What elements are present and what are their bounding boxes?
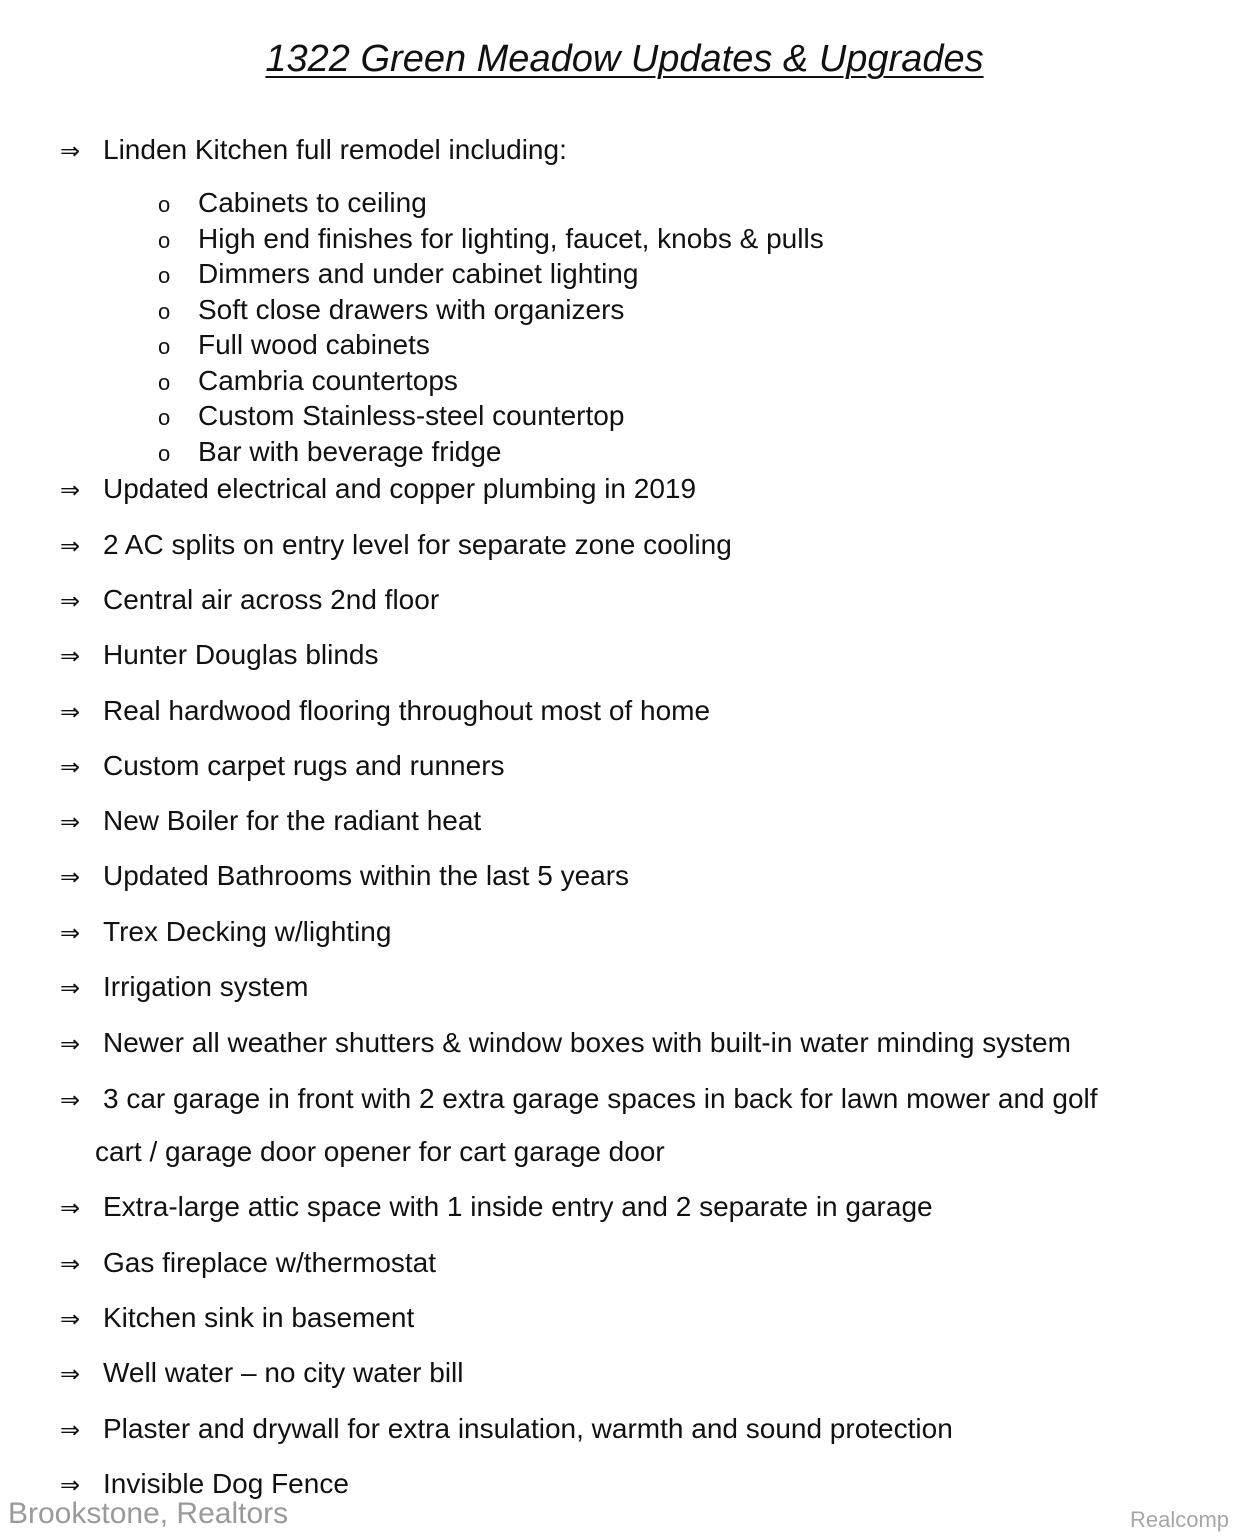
list-item-text: Well water – no city water bill <box>103 1357 464 1388</box>
list-item-text: Central air across 2nd floor <box>103 584 440 615</box>
list-item-text: Real hardwood flooring throughout most of home <box>103 695 711 726</box>
sub-item-text: Custom Stainless-steel countertop <box>198 400 625 431</box>
list-item <box>60 970 308 1005</box>
sub-item <box>158 293 624 329</box>
sub-item-text: Full wood cabinets <box>198 329 430 360</box>
sub-item-text: Soft close drawers with organizers <box>198 294 625 325</box>
arrow-icon: ⇒ <box>60 137 81 165</box>
list-item-text: Kitchen sink in basement <box>103 1302 415 1333</box>
list-item <box>60 1301 414 1336</box>
sub-item-text: Cabinets to ceiling <box>198 187 427 218</box>
arrow-icon: ⇒ <box>60 642 81 670</box>
list-item-continuation: cart / garage door opener for cart garage door <box>95 1136 665 1167</box>
sub-item <box>158 399 624 435</box>
list-item <box>60 583 439 618</box>
arrow-icon: ⇒ <box>60 1471 81 1499</box>
circle-bullet-icon: o <box>158 299 171 324</box>
list-item <box>60 528 732 563</box>
arrow-icon: ⇒ <box>60 1416 81 1444</box>
arrow-icon: ⇒ <box>60 587 81 615</box>
list-item-text: 2 AC splits on entry level for separate zone cooling <box>103 529 732 560</box>
list-item-text: Trex Decking w/lighting <box>103 916 392 947</box>
list-item-text: Plaster and drywall for extra insulation, warmth and sound protection <box>103 1413 953 1444</box>
sub-item <box>158 328 430 364</box>
list-item-text: Updated Bathrooms within the last 5 years <box>103 860 630 891</box>
list-item <box>60 859 629 894</box>
arrow-icon: ⇒ <box>60 532 81 560</box>
list-item-garage <box>60 1082 1098 1117</box>
list-item <box>60 1190 933 1225</box>
arrow-icon: ⇒ <box>60 476 81 504</box>
sub-item-text: Cambria countertops <box>198 365 458 396</box>
list-item-text: Hunter Douglas blinds <box>103 639 379 670</box>
watermark-brokerage: Brookstone, Realtors <box>8 1497 289 1530</box>
sub-item-text: Dimmers and under cabinet lighting <box>198 258 639 289</box>
list-item-text: 3 car garage in front with 2 extra garage spaces in back for lawn mower and golf <box>103 1083 1098 1114</box>
list-item-text: Invisible Dog Fence <box>103 1468 349 1499</box>
sub-item <box>158 435 502 471</box>
list-item <box>60 1246 436 1281</box>
arrow-icon: ⇒ <box>60 753 81 781</box>
sub-item-text: High end finishes for lighting, faucet, knobs & pulls <box>198 223 824 254</box>
arrow-icon: ⇒ <box>60 698 81 726</box>
list-item-text: Irrigation system <box>103 971 309 1002</box>
list-item <box>60 749 505 784</box>
arrow-icon: ⇒ <box>60 808 81 836</box>
list-item <box>60 472 696 507</box>
list-item-text: Linden Kitchen full remodel including: <box>103 134 567 165</box>
list-item-text: Updated electrical and copper plumbing in 2019 <box>103 473 697 504</box>
circle-bullet-icon: o <box>158 334 171 359</box>
sub-item <box>158 186 427 222</box>
sub-item-text: Bar with beverage fridge <box>198 436 502 467</box>
arrow-icon: ⇒ <box>60 1030 81 1058</box>
sub-item <box>158 257 638 293</box>
arrow-icon: ⇒ <box>60 919 81 947</box>
list-item <box>60 1356 464 1391</box>
list-item <box>60 915 391 950</box>
list-item <box>60 1412 953 1447</box>
arrow-icon: ⇒ <box>60 1086 81 1114</box>
list-item-text: Custom carpet rugs and runners <box>103 750 505 781</box>
document-title: 1322 Green Meadow Updates & Upgrades <box>265 38 984 80</box>
list-item-kitchen <box>60 133 567 168</box>
circle-bullet-icon: o <box>158 441 171 466</box>
sub-item <box>158 364 458 400</box>
arrow-icon: ⇒ <box>60 1250 81 1278</box>
arrow-icon: ⇒ <box>60 863 81 891</box>
list-item-text: Newer all weather shutters & window boxes with built-in water minding system <box>103 1027 1071 1058</box>
list-item-text: Extra-large attic space with 1 inside entry and 2 separate in garage <box>103 1191 933 1222</box>
sub-item <box>158 222 824 258</box>
circle-bullet-icon: o <box>158 405 171 430</box>
list-item <box>60 1026 1071 1061</box>
arrow-icon: ⇒ <box>60 974 81 1002</box>
list-item-text: Gas fireplace w/thermostat <box>103 1247 437 1278</box>
list-item <box>60 638 379 673</box>
watermark-realcomp: Realcomp <box>1130 1507 1230 1532</box>
circle-bullet-icon: o <box>158 370 171 395</box>
list-item <box>60 694 710 729</box>
circle-bullet-icon: o <box>158 263 171 288</box>
arrow-icon: ⇒ <box>60 1360 81 1388</box>
list-item-text: New Boiler for the radiant heat <box>103 805 482 836</box>
circle-bullet-icon: o <box>158 192 171 217</box>
arrow-icon: ⇒ <box>60 1305 81 1333</box>
list-item <box>60 804 481 839</box>
arrow-icon: ⇒ <box>60 1194 81 1222</box>
circle-bullet-icon: o <box>158 228 171 253</box>
